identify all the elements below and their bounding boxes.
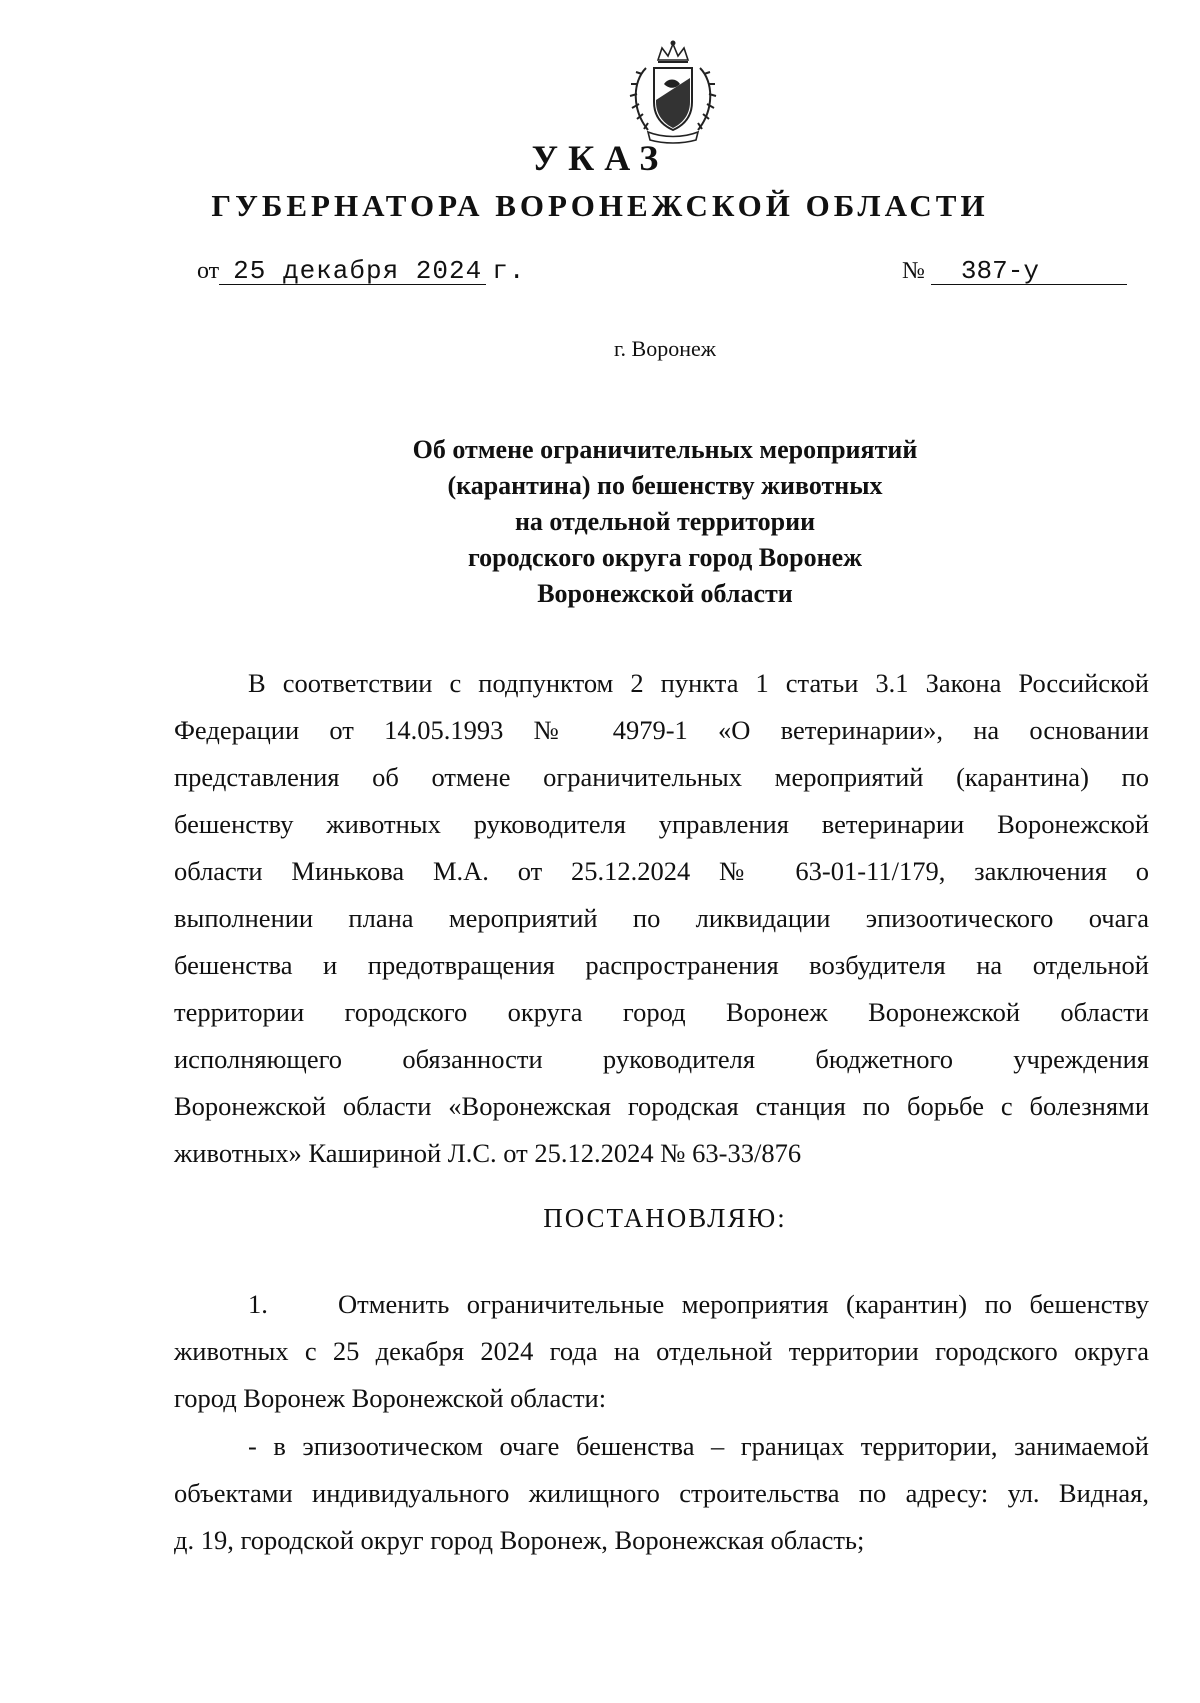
text-line: животных» Кашириной Л.С. от 25.12.2024 № 63-33/876 <box>174 1138 802 1168</box>
number-value: 387-у <box>931 258 1127 285</box>
document-title: УКАЗ <box>531 138 669 178</box>
text-line: территории городского округа город Воронеж Воронежской области <box>174 997 1149 1027</box>
text-line <box>174 1281 1149 1328</box>
text-line: город Воронеж Воронежской области: <box>174 1383 607 1413</box>
date-prefix: от <box>197 258 220 284</box>
subject-line: городского округа город Воронеж <box>468 543 862 572</box>
item-1-paragraph <box>174 1281 1149 1422</box>
text-line: д. 19, городской округ город Воронеж, Воронежская область; <box>174 1525 865 1555</box>
date-line <box>197 256 525 286</box>
document-subject <box>300 432 1030 612</box>
subject-line: (карантина) по бешенству животных <box>447 471 883 500</box>
text-line: выполнении плана мероприятий по ликвидации эпизоотического очага <box>174 903 1149 933</box>
city: г. Воронеж <box>614 336 716 361</box>
coat-of-arms-icon <box>618 38 728 148</box>
text-line: исполняющего обязанности руководителя бюджетного учреждения <box>174 1044 1149 1074</box>
text-line: - в эпизоотическом очаге бешенства – границах территории, занимаемой <box>248 1431 1149 1461</box>
item-number: 1. <box>248 1289 268 1319</box>
number-prefix: № <box>902 258 925 284</box>
item-1-subparagraph <box>174 1423 1149 1564</box>
text-line: бешенства и предотвращения распространения возбудителя на отдельной <box>174 950 1149 980</box>
text-line: В соответствии с подпунктом 2 пункта 1 статьи 3.1 Закона Российской <box>248 668 1149 698</box>
text-line: Федерации от 14.05.1993 № 4979-1 «О ветеринарии», на основании <box>174 715 1149 745</box>
number-line <box>902 256 1127 286</box>
text-line: животных с 25 декабря 2024 года на отдельной территории городского округа <box>174 1336 1149 1366</box>
text-line: бешенству животных руководителя управления ветеринарии Воронежской <box>174 809 1149 839</box>
date-value: 25 декабря 2024 <box>219 258 486 285</box>
subject-line: Об отмене ограничительных мероприятий <box>412 435 918 464</box>
preamble-paragraph <box>174 660 1149 1177</box>
document-subtitle: ГУБЕРНАТОРА ВОРОНЕЖСКОЙ ОБЛАСТИ <box>211 188 989 223</box>
text-line: области Минькова М.А. от 25.12.2024 № 63-01-11/179, заключения о <box>174 856 1149 886</box>
item-first-line: Отменить ограничительные мероприятия (карантин) по бешенству <box>338 1289 1149 1319</box>
subject-line: на отдельной территории <box>514 507 816 536</box>
date-suffix: г. <box>492 256 526 286</box>
text-line: объектами индивидуального жилищного строительства по адресу: ул. Видная, <box>174 1478 1149 1508</box>
text-line: Воронежской области «Воронежская городская станция по борьбе с болезнями <box>174 1091 1149 1121</box>
text-line: представления об отмене ограничительных мероприятий (карантина) по <box>174 762 1149 792</box>
resolve-heading: ПОСТАНОВЛЯЮ: <box>543 1203 787 1233</box>
subject-line: Воронежской области <box>537 579 793 608</box>
